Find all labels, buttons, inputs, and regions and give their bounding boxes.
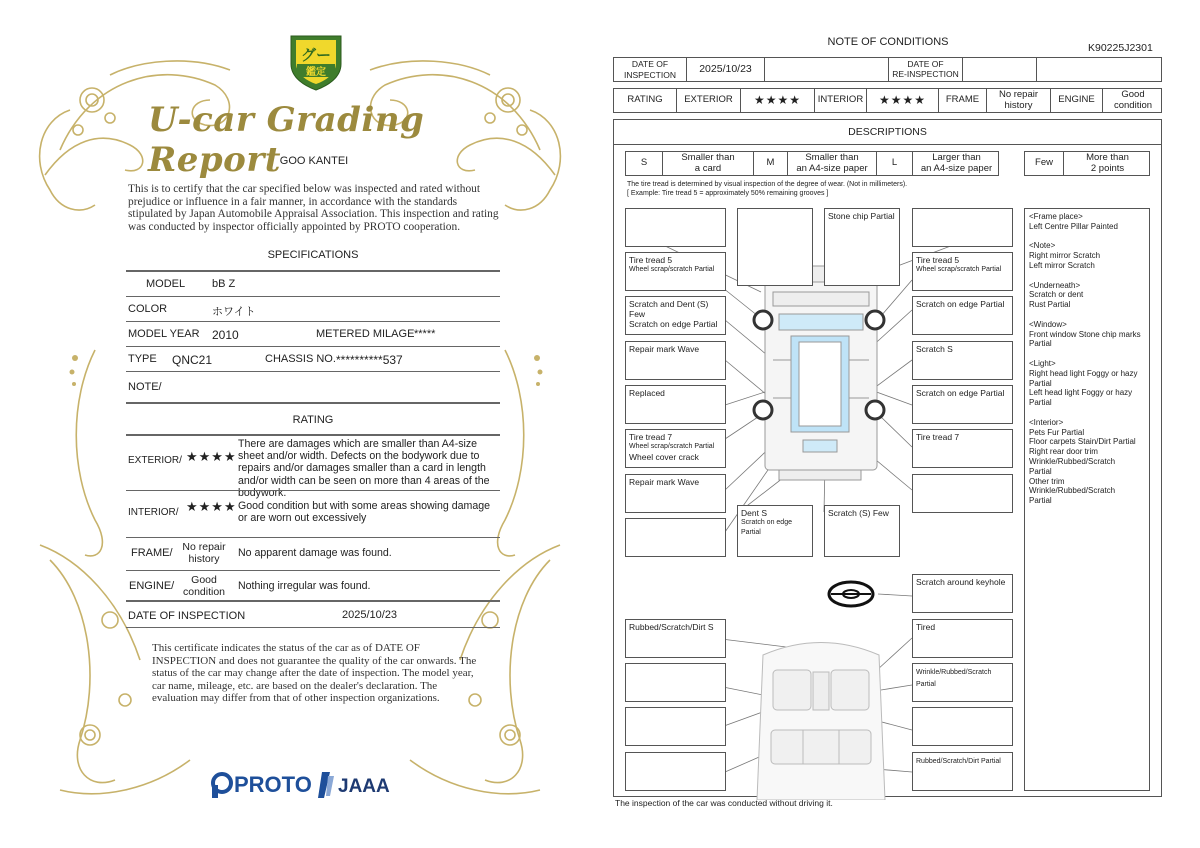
reinspection-date-label: DATE OF RE-INSPECTION	[888, 57, 963, 82]
exterior-label: EXTERIOR	[676, 89, 740, 112]
note-box-interior-right-3	[912, 707, 1013, 746]
certificate-title: U-car Grading Report	[148, 100, 425, 180]
note-line: Scratch or dent	[1029, 290, 1084, 300]
mileage-value: *****	[414, 328, 436, 340]
model-label: MODEL	[146, 278, 186, 290]
note-line	[1029, 271, 1145, 281]
model-year-label: MODEL YEAR	[128, 328, 200, 340]
note-line: <Note>	[1029, 241, 1056, 251]
engine-label: ENGINE/	[129, 580, 175, 592]
interior-stars: ★★★★	[866, 89, 938, 112]
exterior-label: EXTERIOR/	[128, 455, 182, 466]
model-year-value: 2010	[212, 328, 239, 342]
divider	[126, 570, 500, 571]
note-line: Left head light Foggy or hazy	[1029, 388, 1133, 398]
tread-note-2: [ Example: Tire tread 5 = approximately 50% remaining grooves ]	[627, 190, 829, 197]
note-box-right-1	[912, 208, 1013, 247]
exterior-stars: ★★★★	[186, 449, 237, 464]
divider	[126, 371, 500, 372]
note-line: <Interior>	[1029, 417, 1064, 427]
note-box-tire-front-left: Tire tread 5 Wheel scrap/scratch Partial	[625, 252, 726, 291]
engine-description: Nothing irregular was found.	[238, 580, 371, 592]
note-line	[1029, 408, 1145, 418]
note-line: Partial	[1029, 466, 1052, 476]
note-box-top-right: Stone chip Partial	[824, 208, 900, 286]
specifications-heading: SPECIFICATIONS	[267, 249, 359, 261]
note-line: <Window>	[1029, 319, 1067, 329]
note-line: Left Centre Pillar Painted	[1029, 221, 1118, 231]
exterior-description: There are damages which are smaller than A4-size sheet and/or width. Defects on the bodywork due to repairs and/or damages smaller than a card in length and/or width can be seen on more than 4 areas of the bodywork.	[238, 438, 490, 499]
svg-text:JAAA: JAAA	[338, 776, 390, 797]
engine-value: Good condition	[1102, 89, 1163, 112]
reinspection-date-value	[962, 57, 1037, 82]
divider	[126, 537, 500, 538]
more-than-label: More than 2 points	[1063, 152, 1151, 175]
note-line: Partial	[1029, 398, 1052, 408]
note-line: Front window Stone chip marks	[1029, 329, 1141, 339]
conditions-title: NOTE OF CONDITIONS	[827, 36, 949, 48]
type-label: TYPE	[128, 353, 157, 365]
mileage-label: METERED MILAGE	[316, 328, 415, 340]
note-label: NOTE/	[128, 381, 162, 393]
note-line: Right rear door trim	[1029, 447, 1098, 457]
divider	[613, 144, 1162, 145]
size-s-label: S	[640, 157, 648, 169]
inspection-date-value: 2025/10/23	[686, 58, 764, 81]
size-m-description: Smaller than an A4-size paper	[787, 152, 876, 175]
note-line: Rust Partial	[1029, 300, 1071, 310]
car-interior-view-icon	[757, 643, 885, 801]
inspection-date-label: DATE OF INSPECTION	[128, 610, 246, 622]
divider	[126, 346, 500, 347]
note-box-tire-rear-right: Tire tread 7	[912, 429, 1013, 468]
note-line	[1029, 310, 1145, 320]
svg-text:グー: グー	[300, 46, 332, 64]
model-value: bB Z	[212, 278, 236, 290]
note-line: Partial	[1029, 339, 1052, 349]
note-line	[1029, 232, 1145, 242]
quantity-legend	[1024, 151, 1150, 176]
note-box-bottom-1: Dent S Scratch on edge Partial	[737, 505, 813, 557]
note-box-steering: Scratch around keyhole	[912, 574, 1013, 613]
size-legend	[625, 151, 999, 176]
note-box-right-3: Scratch on edge Partial	[912, 296, 1013, 335]
divider	[126, 600, 500, 602]
notes-list	[1029, 212, 1145, 506]
note-box-interior-left-3	[625, 707, 726, 746]
note-box-interior-right-4: Rubbed/Scratch/Dirt Partial	[912, 752, 1013, 791]
divider	[126, 270, 500, 272]
reference-number: K90225J2301	[1088, 42, 1153, 54]
note-box-left-5: Replaced	[625, 385, 726, 424]
frame-value: No repair history	[182, 541, 226, 565]
note-box-left-3: Scratch and Dent (S) Few Scratch on edge Partial	[625, 296, 726, 335]
size-s-description: Smaller than a card	[662, 152, 753, 175]
car-top-view-icon	[765, 266, 877, 480]
certificate-disclaimer: This certificate indicates the status of the car as of DATE OF INSPECTION and does not guarantee the quality of the car onwards. The status of the car may change after the date of inspection. The model year, car name, mileage, etc. are based on the dealer's declaration. The evaluation may differ from that of other inspection organizations.	[152, 642, 477, 705]
divider	[126, 490, 500, 491]
color-label: COLOR	[128, 303, 168, 315]
note-box-top-mid	[737, 208, 813, 286]
certificate-intro: This is to certify that the car specified below was inspected and rated without prejudice or influence in a fair manner, in accordance with the standards stipulated by Japan Automobile Appraisal Association. This inspection and rating was conducted by inspector officially appointed by PROTO cooperation.	[128, 183, 499, 233]
note-line: Other trim	[1029, 476, 1065, 486]
engine-label: ENGINE	[1050, 89, 1102, 112]
interior-stars: ★★★★	[186, 499, 237, 514]
frame-value: No repair history	[986, 89, 1050, 112]
divider	[126, 296, 500, 297]
divider	[126, 321, 500, 322]
engine-value: Good condition	[182, 574, 226, 598]
descriptions-heading: DESCRIPTIONS	[848, 126, 927, 138]
frame-description: No apparent damage was found.	[238, 547, 392, 559]
goo-kantei-badge-icon	[287, 30, 345, 92]
note-box-tire-rear-left: Tire tread 7 Wheel scrap/scratch Partial Wheel cover crack	[625, 429, 726, 468]
certificate-subtitle: GOO KANTEI	[279, 155, 349, 167]
note-box-left-4: Repair mark Wave	[625, 341, 726, 380]
color-value: ホワイト	[212, 306, 256, 318]
note-box-interior-right-1: Tired	[912, 619, 1013, 658]
note-line: <Frame place>	[1029, 212, 1083, 221]
note-box-interior-left-4	[625, 752, 726, 791]
frame-label: FRAME/	[131, 547, 173, 559]
note-line: Wrinkle/Rubbed/Scratch	[1029, 486, 1116, 496]
size-l-label: L	[876, 152, 912, 175]
steering-wheel-icon	[829, 582, 873, 606]
interior-description: Good condition but with some areas showing damage or are worn out excessively	[238, 500, 491, 525]
note-box-tire-front-right: Tire tread 5 Wheel scrap/scratch Partial	[912, 252, 1013, 291]
rating-label: RATING	[627, 94, 663, 106]
note-line: Partial	[1029, 378, 1052, 388]
note-box-interior-left-1: Rubbed/Scratch/Dirt S	[625, 619, 726, 658]
note-line: Wrinkle/Rubbed/Scratch	[1029, 456, 1116, 466]
divider	[126, 627, 500, 628]
few-label: Few	[1035, 157, 1053, 169]
tread-note-1: The tire tread is determined by visual inspection of the degree of wear. (Not in millimeters).	[627, 181, 908, 188]
note-box-left-7: Repair mark Wave	[625, 474, 726, 513]
interior-label: INTERIOR/	[128, 507, 179, 518]
note-line: Right head light Foggy or hazy	[1029, 368, 1138, 378]
note-line: Right mirror Scratch	[1029, 251, 1101, 261]
note-box-left-8	[625, 518, 726, 557]
note-line: Partial	[1029, 496, 1052, 506]
note-box-bottom-2: Scratch (S) Few	[824, 505, 900, 557]
divider	[126, 402, 500, 404]
size-m-label: M	[753, 152, 787, 175]
divider	[126, 434, 500, 436]
note-line: Floor carpets Stain/Dirt Partial	[1029, 437, 1136, 447]
interior-label: INTERIOR	[814, 89, 866, 112]
note-line: Pets Fur Partial	[1029, 427, 1085, 437]
proto-logo-icon	[212, 772, 312, 798]
rating-row	[613, 88, 1162, 113]
note-box-interior-right-2: Wrinkle/Rubbed/Scratch Partial	[912, 663, 1013, 702]
chassis-label: CHASSIS NO.	[265, 353, 336, 365]
frame-label: FRAME	[938, 89, 986, 112]
svg-text:PROTO: PROTO	[234, 772, 312, 797]
note-box-right-7	[912, 474, 1013, 513]
note-line: Left mirror Scratch	[1029, 260, 1095, 270]
note-line	[1029, 349, 1145, 359]
svg-text:鑑定: 鑑定	[306, 67, 326, 78]
note-box-right-5: Scratch on edge Partial	[912, 385, 1013, 424]
inspection-footer-note: The inspection of the car was conducted without driving it.	[615, 798, 833, 808]
note-box-right-4: Scratch S	[912, 341, 1013, 380]
size-l-description: Larger than an A4-size paper	[912, 152, 1000, 175]
jaaa-logo-icon	[318, 772, 390, 798]
note-line: <Underneath>	[1029, 280, 1081, 290]
rating-heading: RATING	[292, 414, 334, 426]
chassis-value: **********537	[336, 353, 403, 367]
type-value: QNC21	[172, 353, 213, 367]
inspection-date-value: 2025/10/23	[342, 609, 398, 621]
logo-row	[210, 768, 400, 807]
exterior-stars: ★★★★	[740, 89, 814, 112]
note-box-left-1	[625, 208, 726, 247]
note-line: <Light>	[1029, 358, 1056, 368]
inspection-date-label: DATE OF INSPECTION	[624, 59, 676, 80]
notes-panel	[1024, 208, 1150, 791]
note-box-interior-left-2	[625, 663, 726, 702]
